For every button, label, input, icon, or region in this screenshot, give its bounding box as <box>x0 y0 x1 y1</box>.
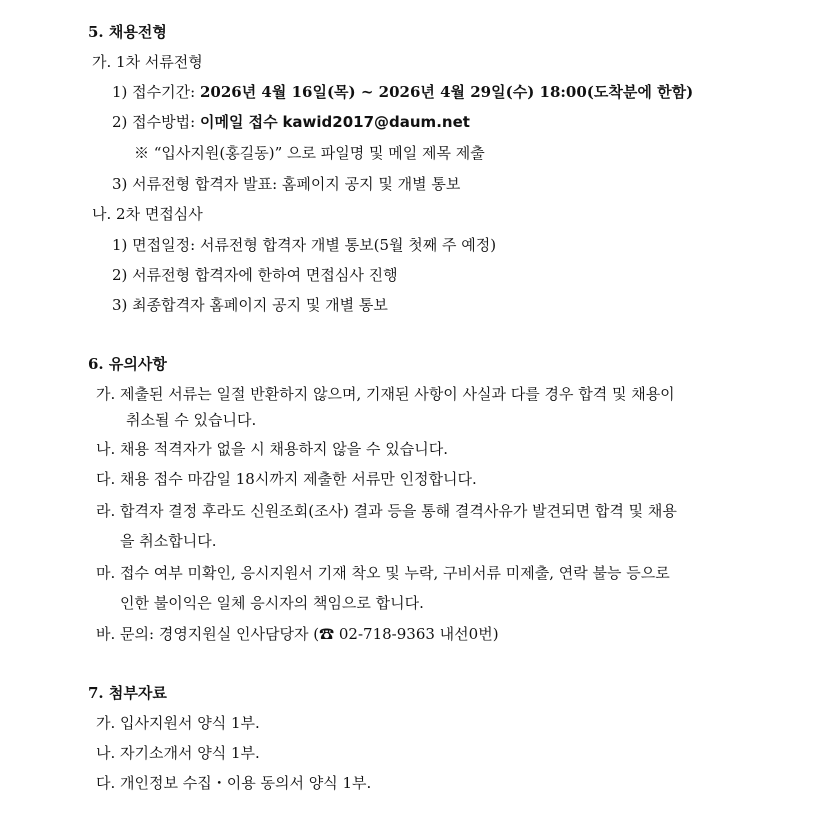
application-method-value: 이메일 접수 <box>199 113 278 131</box>
application-period-value: 2026년 4월 16일(목) ~ 2026년 4월 29일(수) 18:00(도착분에 한함) <box>199 83 694 101</box>
s6-item-ma-line1: 마. 접수 여부 미확인, 응시지원서 기재 착오 및 누락, 구비서류 미제출, 연락 불능 등으로 <box>96 564 670 582</box>
s7-item-na: 나. 자기소개서 양식 1부. <box>96 744 260 762</box>
section-5-title: 5. 채용전형 <box>88 23 167 41</box>
s6-item-ba: 바. 문의: 경영지원실 인사담당자 (☎ 02-718-9363 내선0번) <box>96 625 499 643</box>
s5-ga-note: ※ “입사지원(홍길동)” 으로 파일명 및 메일 제목 제출 <box>134 144 485 162</box>
s7-item-ga: 가. 입사지원서 양식 1부. <box>96 714 260 732</box>
application-email: kawid2017@daum.net <box>282 113 470 131</box>
s6-item-ga-line1: 가. 제출된 서류는 일절 반환하지 않으며, 기재된 사항이 사실과 다를 경우 합격 및 채용이 <box>96 385 675 403</box>
s5-ga-item-1 <box>112 82 693 102</box>
s6-item-ma-line2: 인한 불이익은 일체 응시자의 책임으로 합니다. <box>120 594 424 612</box>
application-period-label: 1) 접수기간: <box>112 83 196 101</box>
application-method-label: 2) 접수방법: <box>112 113 196 131</box>
s6-item-na: 나. 채용 적격자가 없을 시 채용하지 않을 수 있습니다. <box>96 440 448 458</box>
s5-ga-item-3: 3) 서류전형 합격자 발표: 홈페이지 공지 및 개별 통보 <box>112 175 461 193</box>
section-7-title: 7. 첨부자료 <box>88 684 167 702</box>
s7-item-da: 다. 개인정보 수집・이용 동의서 양식 1부. <box>96 774 372 792</box>
s5-na-item-3: 3) 최종합격자 홈페이지 공지 및 개별 통보 <box>112 296 388 314</box>
s6-item-ga-line2: 취소될 수 있습니다. <box>126 411 257 429</box>
s5-na-item-2: 2) 서류전형 합격자에 한하여 면접심사 진행 <box>112 266 398 284</box>
s5-item-na: 나. 2차 면접심사 <box>92 205 203 223</box>
s6-item-da: 다. 채용 접수 마감일 18시까지 제출한 서류만 인정합니다. <box>96 470 477 488</box>
s5-na-item-1: 1) 면접일정: 서류전형 합격자 개별 통보(5월 첫째 주 예정) <box>112 236 497 254</box>
s6-item-ra-line1: 라. 합격자 결정 후라도 신원조회(조사) 결과 등을 통해 결격사유가 발견되면 합격 및 채용 <box>96 502 677 520</box>
s5-ga-item-2 <box>112 112 470 132</box>
section-6-title: 6. 유의사항 <box>88 355 167 373</box>
s6-item-ra-line2: 을 취소합니다. <box>120 532 217 550</box>
s5-item-ga: 가. 1차 서류전형 <box>92 53 203 71</box>
